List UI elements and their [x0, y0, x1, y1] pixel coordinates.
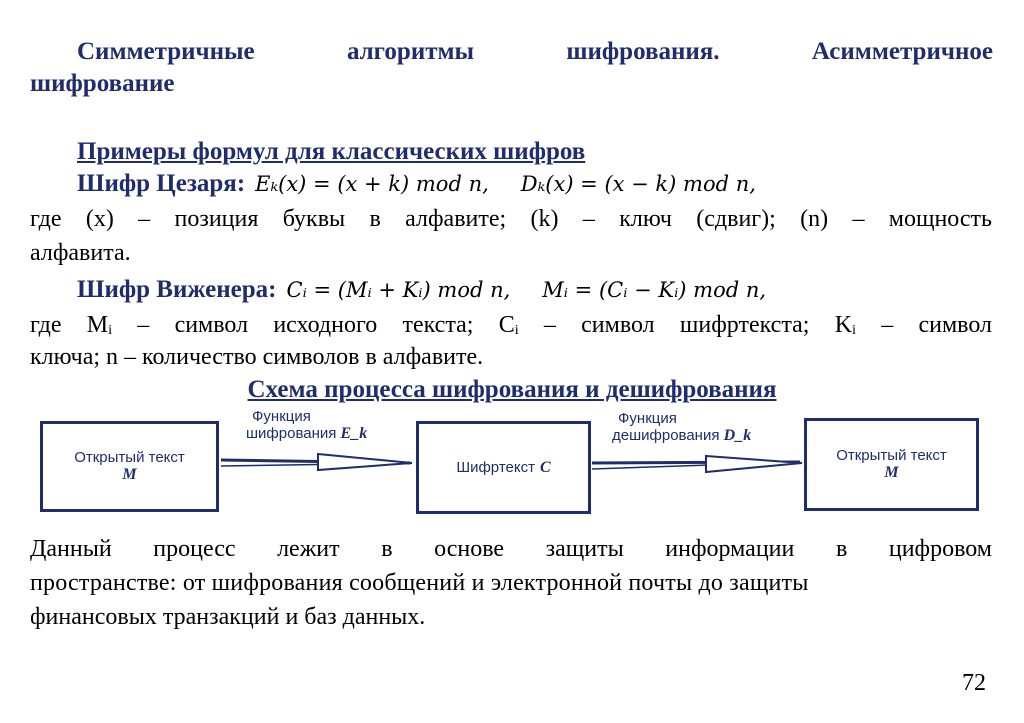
- plaintext-left-var: M: [122, 466, 137, 483]
- encrypt-function-var: E_k: [340, 425, 368, 442]
- decrypt-function-line2: дешифрования: [612, 427, 720, 444]
- caesar-decrypt-formula: Dₖ(x) = (x − k) mod n,: [520, 172, 756, 196]
- title-word-3: шифрования.: [566, 38, 720, 65]
- vigenere-decrypt-formula: Mᵢ = (Cᵢ − Kᵢ) mod n,: [542, 278, 767, 302]
- ciphertext-box: [416, 421, 591, 514]
- caesar-explanation-2: алфавита.: [30, 240, 131, 266]
- encrypt-function-line2: шифрования: [246, 425, 337, 442]
- schema-title: Схема процесса шифрования и дешифрования: [247, 376, 777, 403]
- examples-heading: Примеры формул для классических шифров: [77, 138, 586, 165]
- encrypt-function-label: [246, 408, 367, 442]
- title-word-1: Симметричные: [77, 38, 255, 65]
- vigenere-label: Шифр Виженера:: [77, 276, 277, 303]
- caesar-encrypt-formula: Eₖ(x) = (x + k) mod n,: [255, 172, 489, 196]
- caesar-label: Шифр Цезаря:: [77, 170, 246, 197]
- plaintext-right-var: M: [884, 464, 899, 481]
- slide-title-line2: шифрование: [30, 70, 175, 97]
- vigenere-encrypt-formula: Cᵢ = (Mᵢ + Kᵢ) mod n,: [286, 278, 511, 302]
- plaintext-right-label: Открытый текст: [836, 447, 947, 464]
- plaintext-left-label: Открытый текст: [74, 449, 185, 466]
- vigenere-explanation-2: ключа; n – количество символов в алфавите.: [30, 344, 484, 370]
- encrypt-function-line1: Функция: [252, 408, 311, 425]
- encrypt-arrow: [221, 454, 412, 470]
- title-word-4: Асимметричное: [811, 38, 993, 65]
- conclusion-line-3: финансовых транзакций и баз данных.: [30, 604, 426, 630]
- decrypt-function-line1: Функция: [618, 410, 677, 427]
- conclusion-line-2: пространстве: от шифрования сообщений и электронной почты до защиты: [30, 570, 809, 596]
- plaintext-box-right: [804, 418, 979, 511]
- decrypt-function-label: [612, 410, 751, 444]
- caesar-explanation-1: где (x) – позиция буквы в алфавите; (k) – ключ (сдвиг); (n) – мощность: [30, 206, 992, 232]
- ciphertext-label: Шифртекст: [456, 459, 535, 476]
- decrypt-arrow: [592, 456, 802, 472]
- title-word-2: алгоритмы: [346, 38, 475, 65]
- ciphertext-var: C: [539, 458, 551, 476]
- conclusion-line-1: Данный процесс лежит в основе защиты информации в цифровом: [30, 536, 992, 562]
- page-number: 72: [962, 670, 986, 696]
- vigenere-explanation-1: где Mᵢ – символ исходного текста; Cᵢ – символ шифртекста; Kᵢ – символ: [30, 312, 992, 338]
- plaintext-box-left: [40, 421, 219, 512]
- decrypt-function-var: D_k: [723, 427, 752, 444]
